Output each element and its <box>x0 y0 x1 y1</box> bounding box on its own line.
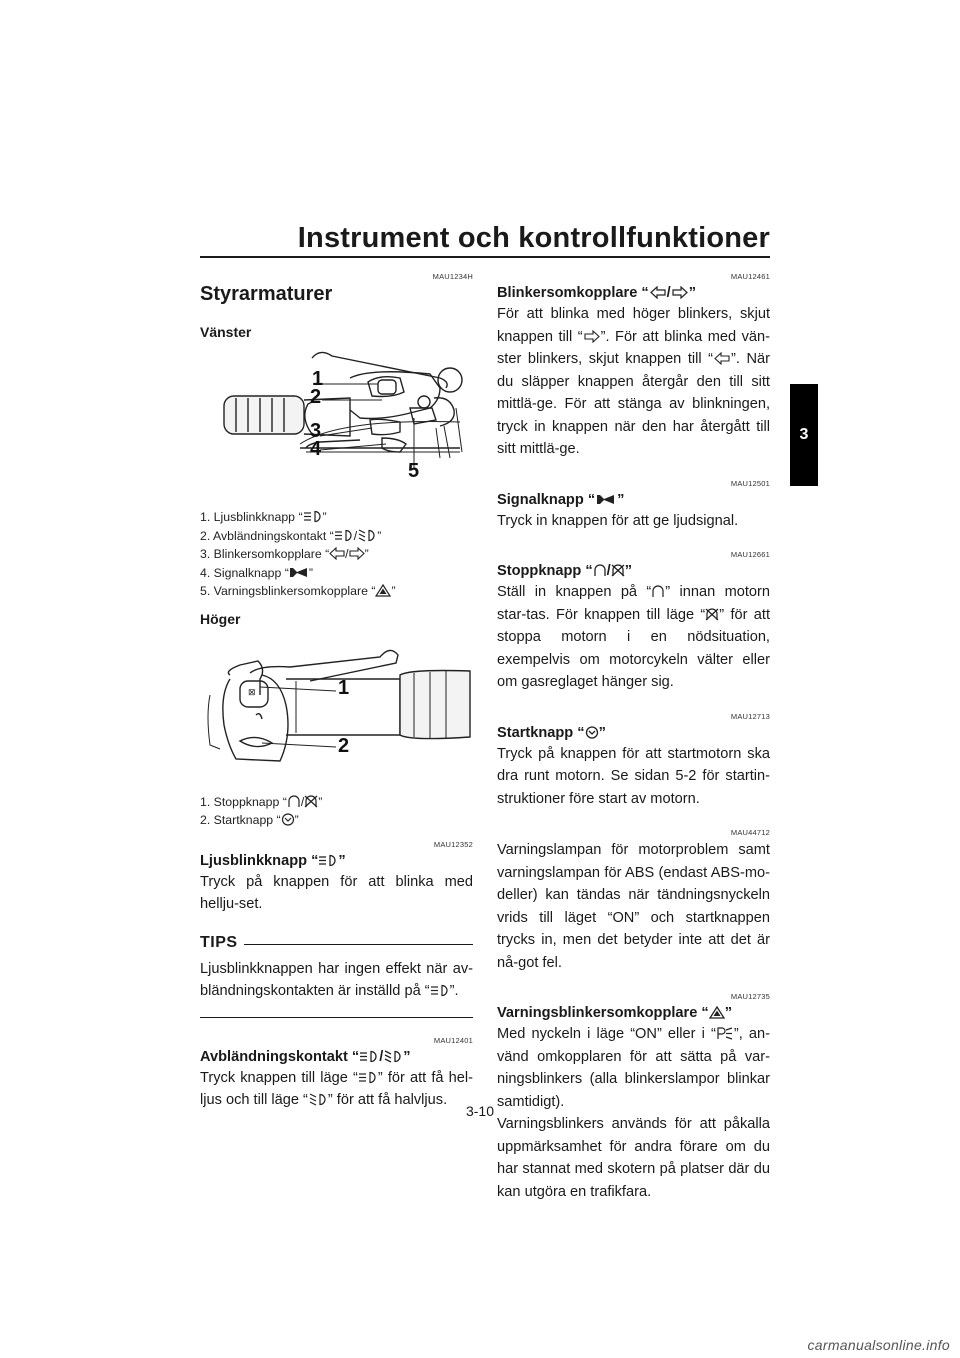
callout-2: 2 <box>310 386 322 408</box>
right-handlebar-figure <box>200 635 473 785</box>
heading-stop: Stoppknapp “ / ” <box>497 563 633 579</box>
chapter-tab: 3 <box>790 384 818 486</box>
caption-item: 1. Ljusblinkknapp “ ” <box>200 510 327 524</box>
high-beam-icon <box>430 984 450 997</box>
caption-item: 2. Avbländningskontakt “ / ” <box>200 528 382 543</box>
low-beam-icon <box>357 529 377 542</box>
turn-left-icon <box>329 547 345 560</box>
right-handlebar-illustration <box>200 635 473 785</box>
left-handlebar-illustration <box>200 348 473 498</box>
ref-code: MAU12461 <box>730 272 770 281</box>
ref-code: MAU12352 <box>433 839 473 849</box>
callout-1: 1 <box>338 676 350 699</box>
engine-run-icon <box>651 585 665 598</box>
low-beam-icon <box>383 1050 403 1063</box>
heading-dimmer: Avbländningskontakt “ / ” <box>200 1048 411 1065</box>
parking-icon <box>716 1027 734 1040</box>
text-dimmer: Tryck knappen till läge “ ” för att få hel-ljus och till läge “ ” för att få halvljus. <box>200 1069 473 1108</box>
text-turn-signal: För att blinka med höger blinkers, skjut knappen till “ ”. För att blinka med vän-ster blinkers, skjut knappen till “ ”. När du släpper knappen återgår den till sitt mittlä-ge. För att stänga av blinkningen, tryck in knappen när den har återgått till sitt mittlä-ge. <box>497 306 771 457</box>
turn-right-icon <box>671 286 689 299</box>
turn-left-icon <box>713 352 731 365</box>
turn-right-icon <box>583 330 601 343</box>
callout-3: 3 <box>310 420 322 442</box>
text-start: Tryck på knappen för att startmotorn ska dra runt motorn. Se sidan 5-2 för startin-struktioner före start av motorn. <box>497 745 770 807</box>
text-warning-lamps: Varningslampan för motorproblem samt varningslampan för ABS (endast ABS-mo-deller) kan tändas när tändningsnyckeln vrids till läget “ON” och startknappen trycks in, men det betyder inte att det är nå-got fel. <box>497 842 770 971</box>
callout-1: 1 <box>312 368 324 390</box>
headlight-flash-icon <box>303 510 323 523</box>
ref-code: MAU12501 <box>730 478 770 488</box>
svg-text:⊠: ⊠ <box>248 686 256 697</box>
hazard-icon <box>709 1006 725 1019</box>
left-column <box>200 272 473 1130</box>
heading-turn-signal: Blinkersomkopplare “ / ” <box>497 285 697 301</box>
callout-5: 5 <box>408 460 420 482</box>
ref-code: MAU12661 <box>730 550 770 559</box>
tips-text: Ljusblinkknappen har ingen effekt när av-bländningskontakten är inställd på “ ”. <box>200 960 473 999</box>
caption-item: 3. Blinkersomkopplare “ / ” <box>200 547 369 561</box>
ref-code: MAU12713 <box>730 711 770 721</box>
tips-title: TIPS <box>200 933 238 951</box>
tips-box <box>200 934 473 1018</box>
high-beam-icon <box>334 529 354 542</box>
header-rule <box>200 256 770 258</box>
high-beam-icon <box>359 1050 379 1063</box>
heading-hazard: Varningsblinkersomkopplare “ ” <box>497 1005 732 1021</box>
right-column <box>497 272 770 1221</box>
right-figure-caption <box>200 793 473 830</box>
watermark: carmanualsonline.info <box>807 1337 950 1353</box>
callout-4: 4 <box>310 438 322 460</box>
heading-start: Startknapp “ ” <box>497 724 606 741</box>
horn-icon <box>595 493 617 506</box>
ref-code: MAU12735 <box>730 992 770 1001</box>
start-icon <box>585 726 599 739</box>
text-hazard: Med nyckeln i läge “ON” eller i “ ”, an-vänd omkopplaren för att sätta på var-ningsblinkers (alla blinkerslampor blinkar samtidigt). <box>497 1026 770 1110</box>
text-hazard-purpose: Varningsblinkers används för att påkalla uppmärksamhet för andra förare om du har stannat med skotern på platser där du kan utgöra en trafikfara. <box>497 1116 770 1200</box>
caption-item: 4. Signalknapp “ ” <box>200 565 313 580</box>
horn-icon <box>289 566 309 579</box>
page-number: 3-10 <box>465 1103 495 1119</box>
engine-stop-icon <box>705 608 719 621</box>
ref-code: MAU1234H <box>432 272 473 281</box>
text-flash: Tryck på knappen för att blinka med hellju-set. <box>200 873 473 912</box>
left-handlebar-figure <box>200 348 473 498</box>
engine-run-icon <box>593 564 607 577</box>
page-header-title: Instrument och kontrollfunktioner <box>297 222 770 254</box>
callout-2: 2 <box>338 734 350 757</box>
turn-right-icon <box>349 547 365 560</box>
engine-stop-icon <box>304 795 318 808</box>
caption-item: 5. Varningsblinkersomkopplare “ ” <box>200 584 396 598</box>
left-figure-caption <box>200 508 473 601</box>
engine-stop-icon <box>611 564 625 577</box>
ref-code: MAU44712 <box>730 828 770 837</box>
high-beam-icon <box>358 1071 378 1084</box>
caption-item: 2. Startknapp “ ” <box>200 813 299 827</box>
ref-code: MAU12401 <box>433 1035 473 1045</box>
text-stop: Ställ in knappen på “ ” innan motorn star-tas. För knappen till läge “ ” för att stoppa motorn i en nödsituation, exempelvis om motorcykeln välter eller om gasreglaget hänger sig. <box>497 584 770 690</box>
heading-horn: Signalknapp “ ” <box>497 491 625 508</box>
caption-item: 1. Stoppknapp “ / ” <box>200 794 323 809</box>
engine-run-icon <box>287 795 301 808</box>
turn-left-icon <box>649 286 667 299</box>
hazard-icon <box>375 584 391 597</box>
left-side-heading: Vänster <box>200 324 252 340</box>
headlight-flash-icon <box>318 854 338 867</box>
start-icon <box>281 813 295 826</box>
heading-flash: Ljusblinkknapp “ ” <box>200 852 346 869</box>
section-title: Styrarmaturer <box>200 283 333 305</box>
right-side-heading: Höger <box>200 610 241 627</box>
text-horn: Tryck in knappen för att ge ljudsignal. <box>497 512 739 529</box>
